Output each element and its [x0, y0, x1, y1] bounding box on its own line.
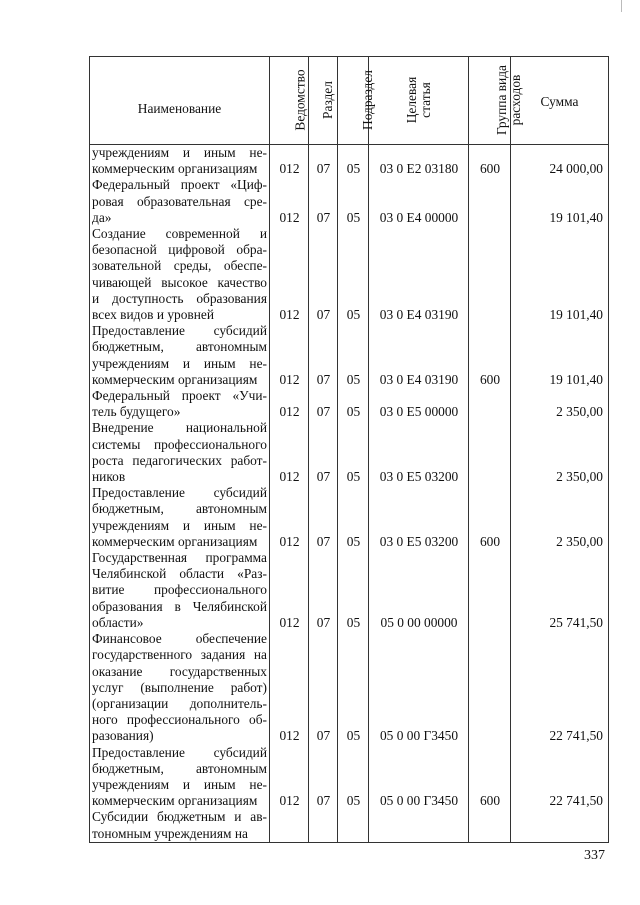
- row-name-line: Предоставление субсидий: [92, 323, 267, 339]
- row-name-line: безопасной цифровой обра-: [92, 242, 267, 258]
- row-name-line: бюджетным, автономным: [92, 501, 267, 517]
- row-target: [369, 809, 469, 842]
- row-section: 07: [309, 745, 338, 810]
- row-name: [90, 485, 270, 550]
- row-name-line: услуг (выполнение работ): [92, 679, 267, 695]
- row-name-line: бюджетным, автономным: [92, 760, 267, 776]
- table-row: [90, 485, 609, 550]
- row-target: 03 0 Е5 03200: [369, 420, 469, 485]
- row-name-line: разования): [92, 728, 154, 744]
- row-name-line: Внедрение национальной: [92, 420, 267, 436]
- header-subsection: [338, 57, 375, 145]
- row-expgroup: [469, 388, 511, 420]
- row-name-line: бюджетным, автономным: [92, 339, 267, 355]
- budget-table: [89, 56, 609, 843]
- header-target-line2: статья: [417, 82, 433, 118]
- row-subsection: [338, 809, 369, 842]
- header-name: [90, 57, 270, 145]
- row-name-line: тономным учреждениям на: [92, 825, 248, 841]
- row-name-line: (организации дополнитель-: [92, 695, 267, 711]
- header-target-label: [405, 70, 433, 130]
- row-dept: [270, 809, 309, 842]
- row-subsection: 05: [338, 226, 369, 323]
- row-name-line: области»: [92, 614, 144, 630]
- table-row: [90, 809, 609, 842]
- row-section: 07: [309, 550, 338, 631]
- row-name-line: всех видов и уровней: [92, 307, 215, 323]
- page-number: 337: [584, 848, 605, 863]
- table-row: [90, 550, 609, 631]
- row-name: [90, 323, 270, 388]
- row-name: [90, 388, 270, 420]
- row-name-line: коммерческим организациям: [92, 533, 258, 549]
- row-target: 05 0 00 Г3450: [369, 745, 469, 810]
- row-name-line: Федеральный проект «Учи-: [92, 388, 267, 404]
- row-name: [90, 420, 270, 485]
- budget-table-wrapper: [89, 56, 608, 843]
- row-subsection: 05: [338, 631, 369, 744]
- header-sum-label: Сумма: [540, 94, 579, 110]
- row-name-line: витие профессионального: [92, 582, 267, 598]
- header-subsection-label: Подраздел: [359, 70, 375, 131]
- row-dept: 012: [270, 323, 309, 388]
- row-sum: [511, 809, 609, 842]
- row-section: [309, 809, 338, 842]
- row-section: 07: [309, 485, 338, 550]
- row-subsection: 05: [338, 145, 369, 178]
- row-name: [90, 809, 270, 842]
- row-target: 03 0 Е4 03190: [369, 226, 469, 323]
- row-section: 07: [309, 177, 338, 226]
- row-target: 05 0 00 00000: [369, 550, 469, 631]
- table-row: [90, 177, 609, 226]
- row-sum: 2 350,00: [511, 420, 609, 485]
- row-section: 07: [309, 323, 338, 388]
- row-name-line: Финансовое обеспечение: [92, 631, 267, 647]
- header-dept: [270, 57, 309, 145]
- row-expgroup: [469, 631, 511, 744]
- row-dept: 012: [270, 485, 309, 550]
- header-expgroup: [469, 57, 523, 145]
- row-name-line: Государственная программа: [92, 550, 267, 566]
- header-target-line1: Целевая: [403, 76, 419, 124]
- row-section: 07: [309, 420, 338, 485]
- row-expgroup: [469, 550, 511, 631]
- row-section: 07: [309, 145, 338, 178]
- table-row: [90, 631, 609, 744]
- row-name-line: Создание современной и: [92, 226, 267, 242]
- table-row: [90, 420, 609, 485]
- row-target: 03 0 Е5 00000: [369, 388, 469, 420]
- row-sum: 22 741,50: [511, 631, 609, 744]
- table-row: [90, 745, 609, 810]
- row-expgroup: [469, 420, 511, 485]
- row-name-line: и доступность образования: [92, 290, 267, 306]
- row-name-line: Предоставление субсидий: [92, 485, 267, 501]
- row-expgroup: 600: [469, 145, 511, 178]
- row-dept: 012: [270, 177, 309, 226]
- table-row: [90, 226, 609, 323]
- header-name-label: Наименование: [137, 101, 222, 117]
- row-target: 03 0 Е5 03200: [369, 485, 469, 550]
- row-name: [90, 226, 270, 323]
- row-name-line: Федеральный проект «Циф-: [92, 177, 267, 193]
- row-target: 05 0 00 Г3450: [369, 631, 469, 744]
- row-expgroup: 600: [469, 745, 511, 810]
- row-expgroup: 600: [469, 485, 511, 550]
- header-section-label: Раздел: [319, 81, 335, 120]
- row-sum: 25 741,50: [511, 550, 609, 631]
- table-row: [90, 388, 609, 420]
- row-name: [90, 550, 270, 631]
- row-expgroup: [469, 809, 511, 842]
- row-section: 07: [309, 631, 338, 744]
- row-name-line: зовательной среды, обеспе-: [92, 258, 267, 274]
- row-sum: 19 101,40: [511, 323, 609, 388]
- row-expgroup: [469, 226, 511, 323]
- row-target: 03 0 Е2 03180: [369, 145, 469, 178]
- row-name-line: учреждениям и иным не-: [92, 517, 267, 533]
- row-name-line: Субсидии бюджетным и ав-: [92, 809, 267, 825]
- row-dept: 012: [270, 420, 309, 485]
- row-name-line: учреждениям и иным не-: [92, 145, 267, 160]
- row-sum: 2 350,00: [511, 485, 609, 550]
- row-name: [90, 145, 270, 178]
- header-section: [309, 57, 338, 145]
- row-dept: 012: [270, 145, 309, 178]
- row-target: 03 0 Е4 03190: [369, 323, 469, 388]
- row-sum: 22 741,50: [511, 745, 609, 810]
- row-sum: 19 101,40: [511, 177, 609, 226]
- row-subsection: 05: [338, 177, 369, 226]
- header-target: [369, 57, 469, 145]
- header-dept-label: Ведомство: [292, 69, 308, 131]
- row-subsection: 05: [338, 485, 369, 550]
- row-name-line: оказание государственных: [92, 663, 267, 679]
- table-header-row: [90, 57, 609, 145]
- row-name-line: ровая образовательная сре-: [92, 193, 267, 209]
- header-sum: [511, 57, 609, 145]
- row-name-line: учреждениям и иным не-: [92, 355, 267, 371]
- row-name-line: ного профессионального об-: [92, 712, 267, 728]
- row-name-line: учреждениям и иным не-: [92, 776, 267, 792]
- row-name-line: роста педагогических работ-: [92, 452, 267, 468]
- row-subsection: 05: [338, 745, 369, 810]
- row-name-line: ников: [92, 469, 126, 485]
- row-subsection: 05: [338, 550, 369, 631]
- row-sum: 2 350,00: [511, 388, 609, 420]
- row-name-line: Челябинской области «Раз-: [92, 566, 267, 582]
- row-name-line: системы профессионального: [92, 436, 267, 452]
- row-name-line: тель будущего»: [92, 404, 181, 420]
- table-body: [90, 145, 609, 843]
- row-name-line: коммерческим организациям: [92, 793, 258, 809]
- table-row: [90, 323, 609, 388]
- row-subsection: 05: [338, 388, 369, 420]
- row-section: 07: [309, 388, 338, 420]
- row-name: [90, 177, 270, 226]
- row-name-line: коммерческим организациям: [92, 161, 258, 177]
- row-name-line: образования в Челябинской: [92, 598, 267, 614]
- header-expgroup-line2: расходов: [508, 74, 523, 126]
- row-dept: 012: [270, 745, 309, 810]
- row-target: 03 0 Е4 00000: [369, 177, 469, 226]
- row-name: [90, 631, 270, 744]
- row-dept: 012: [270, 226, 309, 323]
- table-row: [90, 145, 609, 178]
- row-dept: 012: [270, 631, 309, 744]
- row-name-line: да»: [92, 209, 112, 225]
- row-section: 07: [309, 226, 338, 323]
- row-name-line: коммерческим организациям: [92, 371, 258, 387]
- row-name: [90, 745, 270, 810]
- row-expgroup: 600: [469, 323, 511, 388]
- row-expgroup: [469, 177, 511, 226]
- row-subsection: 05: [338, 323, 369, 388]
- row-name-line: государственного задания на: [92, 647, 267, 663]
- row-subsection: 05: [338, 420, 369, 485]
- scan-edge-mark: [621, 0, 622, 12]
- row-sum: 19 101,40: [511, 226, 609, 323]
- row-sum: 24 000,00: [511, 145, 609, 178]
- row-dept: 012: [270, 550, 309, 631]
- row-dept: 012: [270, 388, 309, 420]
- row-name-line: Предоставление субсидий: [92, 744, 267, 760]
- header-expgroup-line1: Группа вида: [494, 64, 509, 135]
- row-name-line: чивающей высокое качество: [92, 274, 267, 290]
